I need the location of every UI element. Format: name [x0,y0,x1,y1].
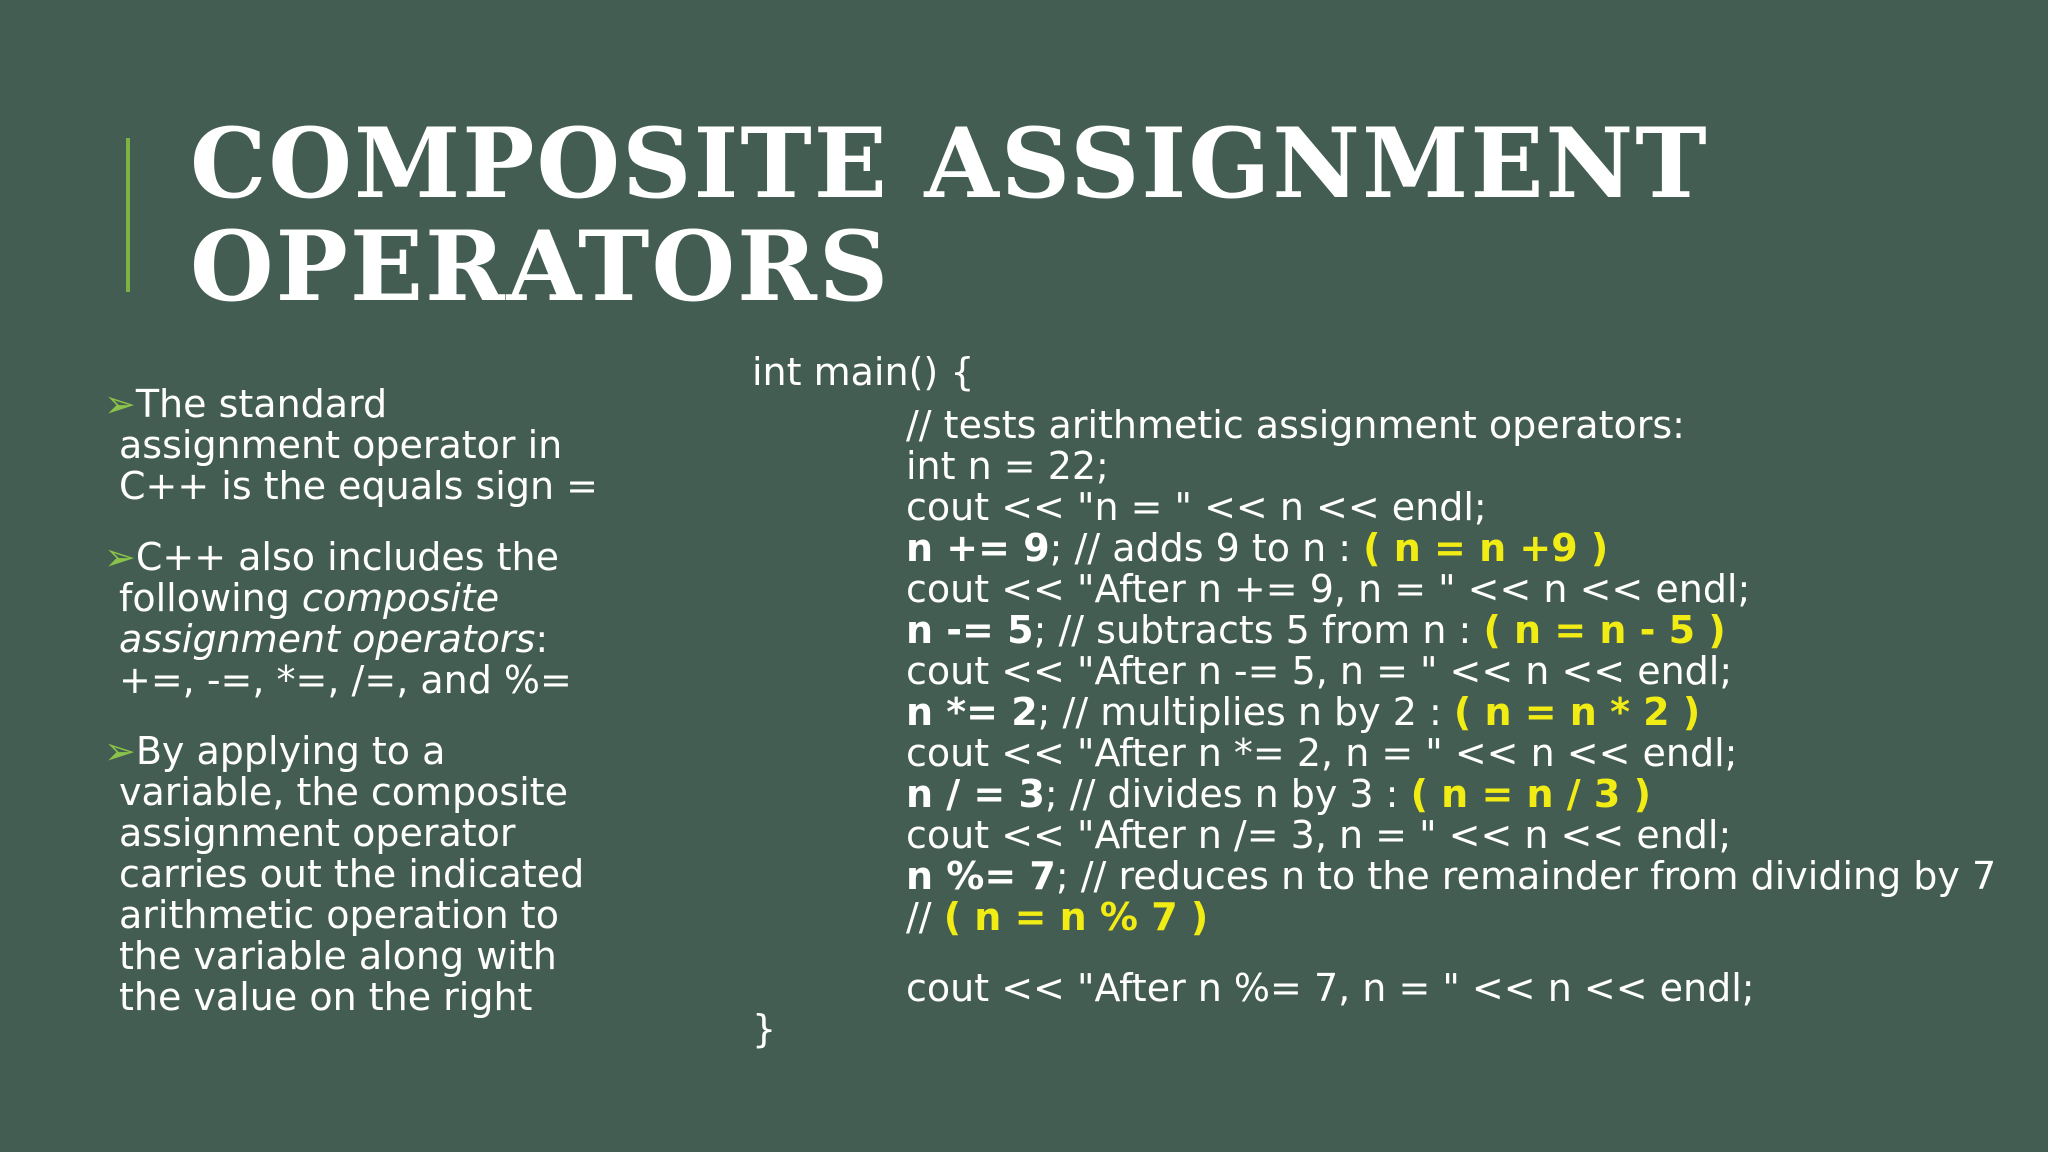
code-line-cout: cout << "After n -= 5, n = " << n << endl; [906,649,1733,693]
bullet-text: The standard [135,382,388,426]
title-line-2: OPERATORS [190,210,891,323]
slide-title [190,107,1990,323]
code-stmt: n += 9 [906,526,1050,570]
title-line-1: COMPOSITE ASSIGNMENT [190,107,1709,220]
bullet-text: C++ is the equals sign = [119,464,598,508]
code-stmt: n *= 2 [906,690,1038,734]
arrow-bullet-icon: ➢ [104,382,136,426]
code-line-decl: int n = 22; [906,444,1109,488]
code-line-cout: cout << "After n /= 3, n = " << n << endl; [906,813,1732,857]
code-highlight: ( n = n % 7 ) [943,895,1209,939]
bullet-text: assignment operator [119,811,516,855]
code-line-sub [752,610,2042,651]
bullet-text: : [535,617,549,661]
bullet-text: assignment operator in [119,423,563,467]
bullet-emphasis: assignment operators [119,617,536,661]
arrow-bullet-icon: ➢ [104,729,136,773]
bullet-text: C++ also includes the [135,535,560,579]
code-line-div [752,774,2042,815]
code-highlight: ( n = n * 2 ) [1453,690,1701,734]
code-line-cout: cout << "After n += 9, n = " << n << endl; [906,567,1751,611]
bullet-item-composite-operators [104,537,624,701]
title-accent-bar [126,138,130,292]
bullet-text: the value on the right [119,975,533,1019]
code-comment: ; // divides n by 3 : [1044,772,1411,816]
code-comment: ; // reduces n to the remainder from dividing by 7 [1055,854,1997,898]
bullet-item-applying [104,731,624,1018]
bullet-text: variable, the composite [119,770,569,814]
arrow-bullet-icon: ➢ [104,535,136,579]
code-comment: ; // adds 9 to n : [1049,526,1364,570]
code-line-close: } [752,1007,777,1051]
code-line-mod-note [752,897,2042,938]
code-comment: ; // multiplies n by 2 : [1037,690,1454,734]
code-line-cout: cout << "After n *= 2, n = " << n << endl; [906,731,1738,775]
code-line-cout: cout << "n = " << n << endl; [906,485,1487,529]
bullet-emphasis: composite [301,576,500,620]
code-line-cout: cout << "After n %= 7, n = " << n << endl; [906,966,1755,1010]
code-highlight: ( n = n - 5 ) [1483,608,1726,652]
code-line-add [752,528,2042,569]
bullet-text: +=, -=, *=, /=, and %= [119,658,572,702]
code-stmt: n -= 5 [906,608,1034,652]
code-line-mod [752,856,2042,897]
bullet-text: arithmetic operation to [119,893,559,937]
code-highlight: ( n = n +9 ) [1363,526,1609,570]
bullet-text: following [119,576,302,620]
code-line-comment: // tests arithmetic assignment operators: [906,403,1685,447]
code-block [752,352,2042,1050]
code-comment: // [906,895,944,939]
code-line-open: int main() { [752,350,975,394]
code-stmt: n / = 3 [906,772,1045,816]
code-line-mul [752,692,2042,733]
code-comment: ; // subtracts 5 from n : [1033,608,1484,652]
bullet-list [104,384,624,1048]
bullet-item-standard-operator [104,384,624,507]
bullet-text: the variable along with [119,934,557,978]
bullet-text: carries out the indicated [119,852,585,896]
code-stmt: n %= 7 [906,854,1056,898]
bullet-text: By applying to a [135,729,446,773]
code-highlight: ( n = n / 3 ) [1410,772,1651,816]
